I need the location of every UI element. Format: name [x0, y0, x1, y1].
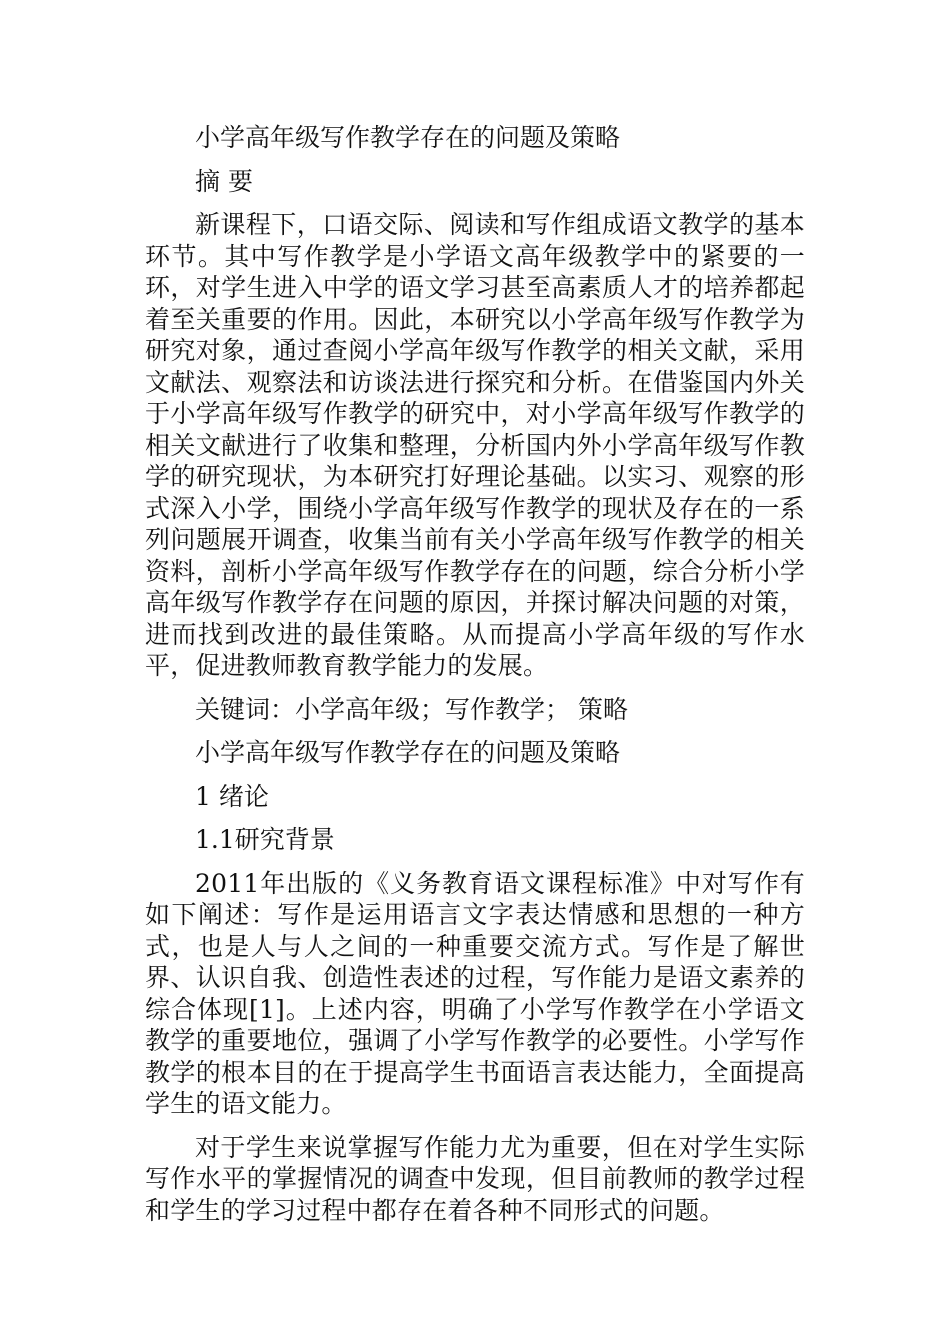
- abstract-paragraph: 新课程下，口语交际、阅读和写作组成语文教学的基本环节。其中写作教学是小学语文高年级教学中的紧要的一环，对学生进入中学的语文学习甚至高素质人才的培养都起着至关重要的作用。因此，本研究以小学高年级写作教学为研究对象，通过查阅小学高年级写作教学的相关文献，采用文献法、观察法和访谈法进行探究和分析。在借鉴国内外关于小学高年级写作教学的研究中，对小学高年级写作教学的相关文献进行了收集和整理，分析国内外小学高年级写作教学的研究现状，为本研究打好理论基础。以实习、观察的形式深入小学，围绕小学高年级写作教学的现状及存在的一系列问题展开调查，收集当前有关小学高年级写作教学的相关资料，剖析小学高年级写作教学存在的问题，综合分析小学高年级写作教学存在问题的原因，并探讨解决问题的对策，进而找到改进的最佳策略。从而提高小学高年级的写作水平，促进教师教育教学能力的发展。: [145, 210, 805, 680]
- title-repeat: 小学高年级写作教学存在的问题及策略: [195, 738, 621, 767]
- body-paragraph-1: 2011年出版的《义务教育语文课程标准》中对写作有如下阐述：写作是运用语言文字表达情感和思想的一种方式，也是人与人之间的一种重要交流方式。写作是了解世界、认识自我、创造性表述的过程，写作能力是语文素养的综合体现[1]。上述内容，明确了小学写作教学在小学语文教学的重要地位，强调了小学写作教学的必要性。小学写作教学的根本目的在于提高学生书面语言表达能力，全面提高学生的语文能力。: [145, 868, 805, 1118]
- document-title: 小学高年级写作教学存在的问题及策略: [195, 123, 621, 152]
- document-page: [145, 122, 805, 1226]
- section-heading-1-1: 1.1研究背景: [195, 825, 335, 854]
- section-heading-1: 1 绪论: [195, 781, 269, 811]
- keywords: 关键词：小学高年级；写作教学； 策略: [195, 694, 628, 724]
- abstract-heading: 摘 要: [195, 166, 253, 196]
- body-paragraph-2: 对于学生来说掌握写作能力尤为重要，但在对学生实际写作水平的掌握情况的调查中发现，但目前教师的教学过程和学生的学习过程中都存在着各种不同形式的问题。: [145, 1132, 805, 1225]
